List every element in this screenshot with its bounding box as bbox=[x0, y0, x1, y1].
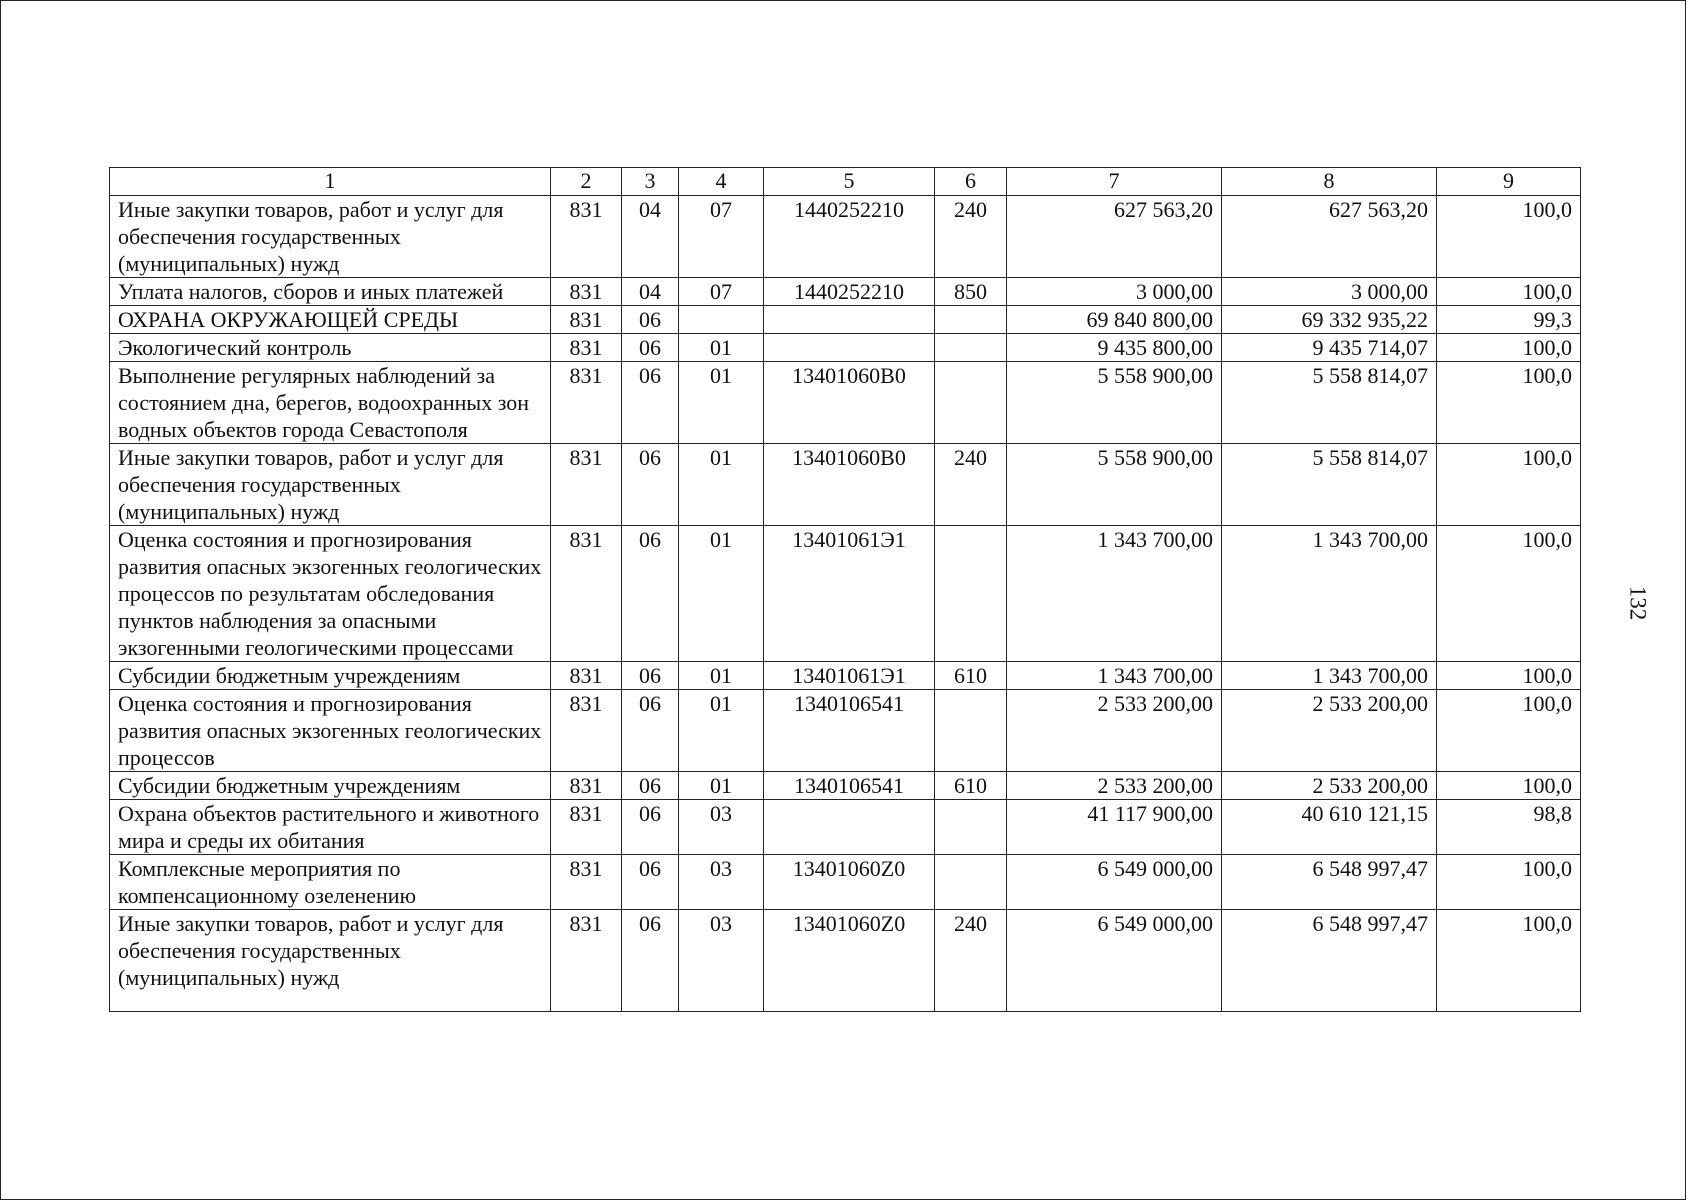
cell-col-5: 13401060В0 bbox=[764, 362, 935, 444]
cell-col-4: 01 bbox=[679, 334, 764, 362]
cell-name: Оценка состояния и прогнозирования развития опасных экзогенных геологических процессов по результатам обследования пунктов наблюдения за опасными экзогенными геологическими процессами bbox=[110, 526, 551, 662]
column-header: 1 bbox=[110, 168, 551, 196]
cell-col-7: 69 840 800,00 bbox=[1007, 306, 1222, 334]
cell-col-2: 831 bbox=[551, 444, 622, 526]
cell-col-3: 06 bbox=[622, 526, 679, 662]
cell-col-5: 13401060Z0 bbox=[764, 855, 935, 910]
table-row bbox=[110, 690, 1581, 772]
column-header: 3 bbox=[622, 168, 679, 196]
cell-col-6: 240 bbox=[935, 196, 1007, 278]
cell-col-9: 100,0 bbox=[1437, 855, 1581, 910]
cell-col-9: 100,0 bbox=[1437, 662, 1581, 690]
cell-name: Уплата налогов, сборов и иных платежей bbox=[110, 278, 551, 306]
cell-col-5: 1440252210 bbox=[764, 278, 935, 306]
cell-col-4: 01 bbox=[679, 662, 764, 690]
cell-col-9: 100,0 bbox=[1437, 910, 1581, 1012]
cell-col-8: 5 558 814,07 bbox=[1222, 362, 1437, 444]
cell-col-6: 610 bbox=[935, 772, 1007, 800]
cell-col-9: 99,3 bbox=[1437, 306, 1581, 334]
cell-col-6 bbox=[935, 362, 1007, 444]
cell-col-3: 06 bbox=[622, 444, 679, 526]
table-row bbox=[110, 800, 1581, 855]
cell-name: Иные закупки товаров, работ и услуг для обеспечения государственных (муниципальных) нужд bbox=[110, 196, 551, 278]
cell-col-6 bbox=[935, 306, 1007, 334]
cell-col-5 bbox=[764, 306, 935, 334]
cell-col-3: 06 bbox=[622, 362, 679, 444]
cell-col-8: 1 343 700,00 bbox=[1222, 526, 1437, 662]
cell-col-6 bbox=[935, 690, 1007, 772]
cell-name: Иные закупки товаров, работ и услуг для обеспечения государственных (муниципальных) нужд bbox=[110, 444, 551, 526]
budget-table bbox=[109, 167, 1581, 1012]
cell-col-4: 03 bbox=[679, 855, 764, 910]
table-row bbox=[110, 444, 1581, 526]
cell-col-7: 1 343 700,00 bbox=[1007, 526, 1222, 662]
cell-col-3: 06 bbox=[622, 662, 679, 690]
cell-col-6: 240 bbox=[935, 444, 1007, 526]
cell-col-9: 100,0 bbox=[1437, 690, 1581, 772]
cell-name: Субсидии бюджетным учреждениям bbox=[110, 772, 551, 800]
cell-col-5 bbox=[764, 800, 935, 855]
cell-col-6: 240 bbox=[935, 910, 1007, 1012]
cell-col-6: 850 bbox=[935, 278, 1007, 306]
cell-col-8: 627 563,20 bbox=[1222, 196, 1437, 278]
cell-col-8: 2 533 200,00 bbox=[1222, 690, 1437, 772]
cell-col-5: 13401061Э1 bbox=[764, 662, 935, 690]
cell-col-2: 831 bbox=[551, 662, 622, 690]
cell-col-9: 100,0 bbox=[1437, 526, 1581, 662]
cell-col-3: 06 bbox=[622, 690, 679, 772]
cell-col-2: 831 bbox=[551, 334, 622, 362]
cell-name: Субсидии бюджетным учреждениям bbox=[110, 662, 551, 690]
cell-col-2: 831 bbox=[551, 910, 622, 1012]
cell-col-2: 831 bbox=[551, 306, 622, 334]
cell-name: Оценка состояния и прогнозирования развития опасных экзогенных геологических процессов bbox=[110, 690, 551, 772]
table-row bbox=[110, 278, 1581, 306]
cell-col-3: 06 bbox=[622, 772, 679, 800]
cell-col-7: 5 558 900,00 bbox=[1007, 362, 1222, 444]
cell-col-9: 100,0 bbox=[1437, 362, 1581, 444]
column-header: 6 bbox=[935, 168, 1007, 196]
cell-col-5: 1440252210 bbox=[764, 196, 935, 278]
cell-col-4: 07 bbox=[679, 278, 764, 306]
cell-col-7: 6 549 000,00 bbox=[1007, 910, 1222, 1012]
cell-col-4: 01 bbox=[679, 362, 764, 444]
cell-col-8: 69 332 935,22 bbox=[1222, 306, 1437, 334]
column-header: 7 bbox=[1007, 168, 1222, 196]
cell-col-8: 9 435 714,07 bbox=[1222, 334, 1437, 362]
cell-col-6 bbox=[935, 334, 1007, 362]
column-header: 2 bbox=[551, 168, 622, 196]
cell-col-2: 831 bbox=[551, 690, 622, 772]
column-header: 8 bbox=[1222, 168, 1437, 196]
table-row bbox=[110, 526, 1581, 662]
table-row bbox=[110, 910, 1581, 1012]
cell-col-5 bbox=[764, 334, 935, 362]
page-number: 132 bbox=[1625, 585, 1651, 621]
cell-col-9: 100,0 bbox=[1437, 444, 1581, 526]
cell-col-6 bbox=[935, 855, 1007, 910]
cell-col-7: 41 117 900,00 bbox=[1007, 800, 1222, 855]
cell-col-8: 6 548 997,47 bbox=[1222, 855, 1437, 910]
cell-col-3: 06 bbox=[622, 306, 679, 334]
cell-col-2: 831 bbox=[551, 526, 622, 662]
cell-col-7: 3 000,00 bbox=[1007, 278, 1222, 306]
cell-col-3: 04 bbox=[622, 196, 679, 278]
column-header: 5 bbox=[764, 168, 935, 196]
cell-col-6 bbox=[935, 800, 1007, 855]
cell-col-2: 831 bbox=[551, 278, 622, 306]
cell-col-5: 1340106541 bbox=[764, 772, 935, 800]
cell-col-4: 01 bbox=[679, 690, 764, 772]
cell-col-9: 100,0 bbox=[1437, 772, 1581, 800]
cell-col-8: 1 343 700,00 bbox=[1222, 662, 1437, 690]
table-row bbox=[110, 334, 1581, 362]
cell-col-5: 1340106541 bbox=[764, 690, 935, 772]
cell-col-2: 831 bbox=[551, 855, 622, 910]
cell-col-4: 03 bbox=[679, 800, 764, 855]
table-row bbox=[110, 855, 1581, 910]
cell-col-4: 07 bbox=[679, 196, 764, 278]
column-header: 9 bbox=[1437, 168, 1581, 196]
table-row bbox=[110, 772, 1581, 800]
cell-col-6 bbox=[935, 526, 1007, 662]
cell-name: Комплексные мероприятия по компенсационному озеленению bbox=[110, 855, 551, 910]
cell-col-8: 6 548 997,47 bbox=[1222, 910, 1437, 1012]
cell-col-2: 831 bbox=[551, 362, 622, 444]
column-header: 4 bbox=[679, 168, 764, 196]
cell-col-8: 2 533 200,00 bbox=[1222, 772, 1437, 800]
table-row bbox=[110, 306, 1581, 334]
cell-name: Выполнение регулярных наблюдений за состоянием дна, берегов, водоохранных зон водных объектов города Севастополя bbox=[110, 362, 551, 444]
table-row bbox=[110, 196, 1581, 278]
cell-name: ОХРАНА ОКРУЖАЮЩЕЙ СРЕДЫ bbox=[110, 306, 551, 334]
header-row bbox=[110, 168, 1581, 196]
cell-col-7: 9 435 800,00 bbox=[1007, 334, 1222, 362]
cell-col-8: 3 000,00 bbox=[1222, 278, 1437, 306]
cell-col-2: 831 bbox=[551, 800, 622, 855]
cell-col-9: 100,0 bbox=[1437, 196, 1581, 278]
cell-col-3: 06 bbox=[622, 800, 679, 855]
cell-col-3: 06 bbox=[622, 334, 679, 362]
table-row bbox=[110, 662, 1581, 690]
cell-col-7: 2 533 200,00 bbox=[1007, 772, 1222, 800]
cell-col-5: 13401061Э1 bbox=[764, 526, 935, 662]
cell-col-3: 06 bbox=[622, 910, 679, 1012]
cell-col-4: 01 bbox=[679, 444, 764, 526]
cell-col-9: 100,0 bbox=[1437, 334, 1581, 362]
cell-col-4 bbox=[679, 306, 764, 334]
cell-col-2: 831 bbox=[551, 196, 622, 278]
cell-col-5: 13401060В0 bbox=[764, 444, 935, 526]
cell-col-9: 98,8 bbox=[1437, 800, 1581, 855]
cell-col-9: 100,0 bbox=[1437, 278, 1581, 306]
cell-col-5: 13401060Z0 bbox=[764, 910, 935, 1012]
cell-col-4: 01 bbox=[679, 772, 764, 800]
cell-col-7: 6 549 000,00 bbox=[1007, 855, 1222, 910]
cell-col-3: 04 bbox=[622, 278, 679, 306]
cell-col-2: 831 bbox=[551, 772, 622, 800]
cell-col-8: 40 610 121,15 bbox=[1222, 800, 1437, 855]
cell-col-7: 627 563,20 bbox=[1007, 196, 1222, 278]
cell-col-4: 03 bbox=[679, 910, 764, 1012]
cell-col-6: 610 bbox=[935, 662, 1007, 690]
cell-name: Иные закупки товаров, работ и услуг для обеспечения государственных (муниципальных) нужд bbox=[110, 910, 551, 1012]
table-row bbox=[110, 362, 1581, 444]
cell-col-7: 1 343 700,00 bbox=[1007, 662, 1222, 690]
table-body bbox=[110, 196, 1581, 1012]
cell-name: Охрана объектов растительного и животного мира и среды их обитания bbox=[110, 800, 551, 855]
cell-col-3: 06 bbox=[622, 855, 679, 910]
cell-col-7: 2 533 200,00 bbox=[1007, 690, 1222, 772]
cell-col-7: 5 558 900,00 bbox=[1007, 444, 1222, 526]
cell-name: Экологический контроль bbox=[110, 334, 551, 362]
cell-col-8: 5 558 814,07 bbox=[1222, 444, 1437, 526]
cell-col-4: 01 bbox=[679, 526, 764, 662]
